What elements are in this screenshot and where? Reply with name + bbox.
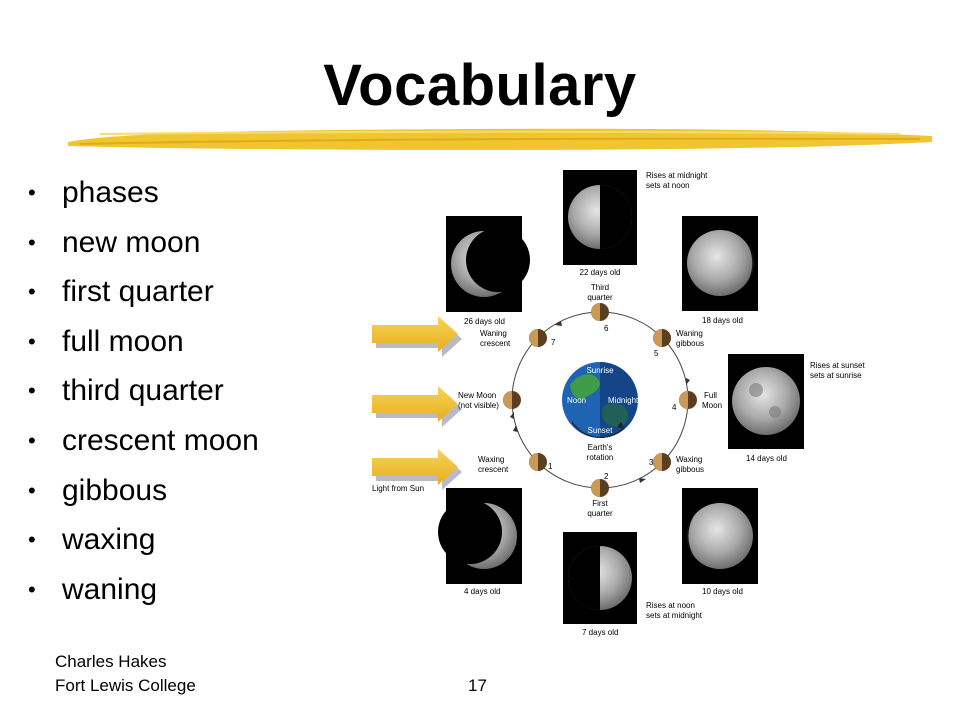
third-quarter-label: Third xyxy=(590,283,610,292)
moon-photo-7-days xyxy=(560,532,637,624)
orbit-number: 6 xyxy=(604,324,609,333)
orbit-moon-first-quarter xyxy=(591,479,609,497)
orbit-number: 3 xyxy=(649,458,654,467)
waning-crescent-label: crescent xyxy=(480,339,511,348)
photo-caption: 22 days old xyxy=(579,268,621,277)
waxing-crescent-label: crescent xyxy=(478,465,509,474)
waning-gibbous-label: gibbous xyxy=(676,339,705,348)
orbit-moon-third-quarter xyxy=(591,303,609,321)
vocab-item: • full moon xyxy=(28,324,184,358)
vocab-item: • phases xyxy=(28,176,159,209)
orbit-number: 5 xyxy=(654,349,659,358)
orbit-moon-full xyxy=(679,391,697,409)
vocab-item: • crescent moon xyxy=(28,423,259,457)
new-moon-label: New Moon xyxy=(458,391,497,400)
sunlight-arrow xyxy=(372,316,462,357)
photo-caption: 7 days old xyxy=(582,628,619,637)
third-quarter-label: quarter xyxy=(587,293,613,302)
orbit-moon-waning-crescent xyxy=(529,329,547,347)
orbit-moon-new xyxy=(503,391,521,409)
rise-note: sets at midnight xyxy=(646,611,703,620)
light-from-sun-label: Light from Sun xyxy=(372,484,425,493)
moon-photo-10-days xyxy=(682,488,758,584)
rise-note: sets at sunrise xyxy=(810,371,862,380)
footer-credit xyxy=(55,650,196,698)
midnight-label: Midnight xyxy=(608,396,639,405)
vocab-item: • first quarter xyxy=(28,275,214,309)
vocab-item: • third quarter xyxy=(28,374,224,408)
earth-rotation-label-1: Earth's xyxy=(587,443,613,452)
photo-caption: 4 days old xyxy=(464,587,501,596)
waxing-gibbous-label: Waxing xyxy=(676,455,703,464)
footer-institution: Fort Lewis College xyxy=(55,676,196,695)
waning-gibbous-label: Waning xyxy=(676,329,703,338)
vocab-item: • waxing xyxy=(28,523,156,557)
new-moon-label: (not visible) xyxy=(458,401,499,410)
moon-phase-diagram xyxy=(360,160,880,645)
orbit-number: 1 xyxy=(548,462,553,471)
moon-photo-22-days xyxy=(563,170,640,265)
rise-note: Rises at sunset xyxy=(810,361,865,370)
vocabulary-list xyxy=(28,168,259,614)
orbit-number: 7 xyxy=(551,338,556,347)
photo-caption: 18 days old xyxy=(702,316,743,325)
orbit-moon-waxing-gibbous xyxy=(653,453,671,471)
orbit-moon-waxing-crescent xyxy=(529,453,547,471)
orbit-number: 4 xyxy=(672,403,677,412)
slide-title: Vocabulary xyxy=(323,53,637,118)
title-underline-decoration xyxy=(60,122,940,154)
vocab-item: • new moon xyxy=(28,225,201,259)
sunset-label: Sunset xyxy=(587,426,613,435)
moon-photo-18-days xyxy=(682,216,758,311)
footer-author: Charles Hakes xyxy=(55,652,167,671)
noon-label: Noon xyxy=(567,396,587,405)
moon-photo-14-days xyxy=(728,354,804,449)
sunrise-label: Sunrise xyxy=(586,366,614,375)
photo-caption: 10 days old xyxy=(702,587,743,596)
moon-photo-4-days xyxy=(438,488,522,584)
orbit-moon-waning-gibbous xyxy=(653,329,671,347)
first-quarter-label: First xyxy=(592,499,608,508)
vocab-item: • waning xyxy=(28,572,158,606)
rise-note: sets at noon xyxy=(646,181,690,190)
sunlight-arrow xyxy=(372,386,462,427)
orbit-number: 2 xyxy=(604,472,609,481)
rise-note: Rises at midnight xyxy=(646,171,708,180)
photo-caption: 26 days old xyxy=(464,317,505,326)
photo-caption: 14 days old xyxy=(746,454,787,463)
first-quarter-label: quarter xyxy=(587,509,613,518)
full-moon-label: Full xyxy=(704,391,717,400)
page-number: 17 xyxy=(468,676,487,695)
waxing-gibbous-label: gibbous xyxy=(676,465,705,474)
rise-note: Rises at noon xyxy=(646,601,695,610)
waxing-crescent-label: Waxing xyxy=(478,455,505,464)
waning-crescent-label: Waning xyxy=(480,329,507,338)
earth-globe xyxy=(562,362,639,438)
vocab-item: • gibbous xyxy=(28,473,168,507)
full-moon-label: Moon xyxy=(702,401,723,410)
earth-rotation-label-2: rotation xyxy=(586,453,614,462)
moon-photo-26-days xyxy=(446,216,530,312)
